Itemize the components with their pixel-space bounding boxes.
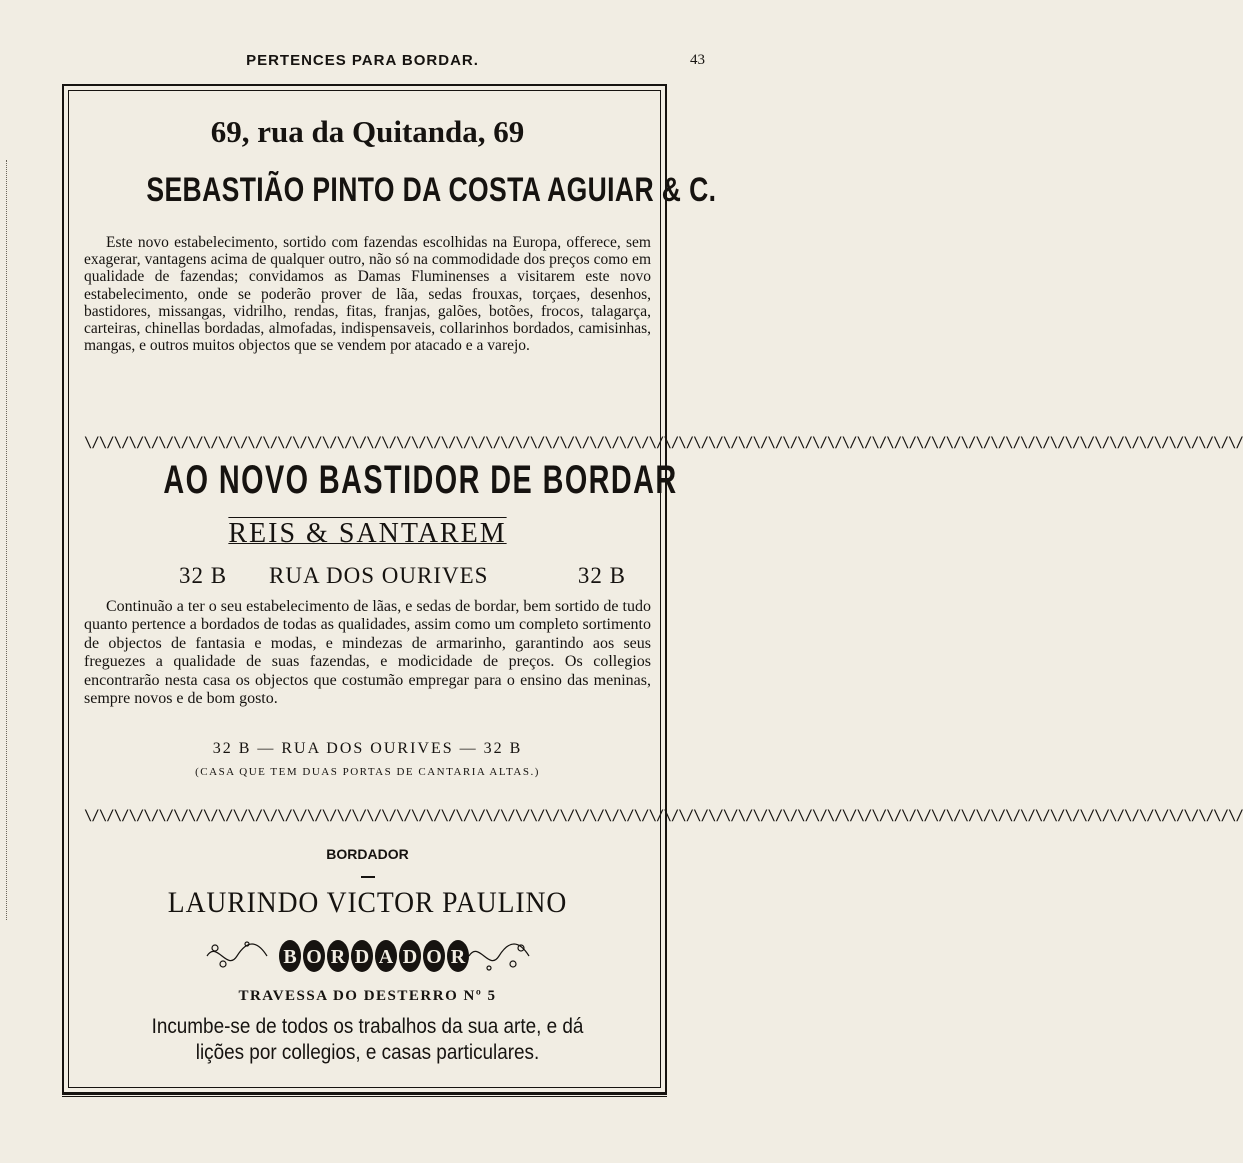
page-number: 43	[690, 52, 705, 68]
ad3-text-line-2: lições por collegios, e casas particulares.	[195, 1041, 540, 1064]
ad3-label: BORDADOR	[326, 846, 409, 862]
banner-letter: O	[425, 946, 442, 968]
running-head	[0, 0, 725, 80]
banner-letter: D	[354, 946, 369, 968]
banner-letter: O	[305, 946, 322, 968]
ad2-body-text: Continuão a ter o seu estabelecimento de lãas, e sedas de bordar, bem sortido de tudo quanto pertence a bordados de todas as qualidades, assim como um completo sortimento de objectos de fantasia e modas, e mindezas de armarinho, garantindo aos seus freguezes a qualidade de suas fazendas, e modicidade de preços. Os collegios encontrarão nesta casa os objectos que costumão empregar para o ensino das meninas, sempre novos e de bom gosto.	[84, 598, 651, 708]
ad3-decorative-banner	[203, 934, 533, 978]
ad2-note: (CASA QUE TEM DUAS PORTAS DE CANTARIA ALTAS.)	[195, 766, 540, 778]
ad3-text-line-1: Incumbe-se de todos os trabalhos da sua arte, e dá	[151, 1015, 584, 1038]
ornamental-divider-2: \/\/\/\/\/\/\/\/\/\/\/\/\/\/\/\/\/\/\/\/\/\/\/\/\/\/\/\/\/\/\/\/\/\/\/\/\/\/\/\/\/\/\/\/\/\/\/\/\/\/\/\/\/\/\/\/\/\/\/\/\/\/\/\/\/\/\/\/\/\/\/\/\/\/\/\/\/\/	[84, 808, 1243, 824]
ad2-title: AO NOVO BASTIDOR DE BORDAR	[163, 458, 678, 502]
banner-letter: D	[402, 946, 417, 968]
ad2-address-street: RUA DOS OURIVES	[269, 563, 489, 588]
banner-letter: A	[378, 946, 393, 968]
ad3-dash	[361, 876, 375, 878]
ad3-name: LAURINDO VICTOR PAULINO	[167, 886, 568, 919]
margin-dotted-rule	[6, 160, 8, 920]
banner-letter: R	[450, 946, 465, 968]
ad1-firm-name: SEBASTIÃO PINTO DA COSTA AGUIAR & C.	[146, 171, 717, 209]
ad1-address: 69, rua da Quitanda, 69	[210, 114, 525, 149]
ad2-owners: REIS & SANTAREM	[228, 518, 507, 549]
advertisement-frame	[62, 84, 1243, 1094]
running-head-title: PERTENCES PARA BORDAR.	[246, 52, 479, 69]
ad2-address-number-left: 32 B	[179, 563, 228, 588]
ad2-address-number-right: 32 B	[577, 563, 626, 588]
ad1-body-text: Este novo estabelecimento, sortido com fazendas escolhidas na Europa, offerece, sem exagerar, vantagens acima de qualquer outro, não só na commodidade dos preços como em qualidade de fazendas; convidamos as Damas Fluminenses a visitarem este novo estabelecimento, onde se poderão prover de lãa, sedas frouxas, torçaes, desenhos, bastidores, missangas, vidrilho, rendas, fitas, franjas, galões, botões, frocos, talagarça, carteiras, chinellas bordadas, almofadas, indispensaveis, collarinhos bordados, camisinhas, mangas, e outros muitos objectos que se vendem por atacado e a varejo.	[84, 234, 651, 355]
banner-letter: R	[330, 946, 345, 968]
bottom-rule	[62, 1094, 667, 1097]
ad3-text	[112, 1014, 622, 1066]
ornamental-divider-1: \/\/\/\/\/\/\/\/\/\/\/\/\/\/\/\/\/\/\/\/\/\/\/\/\/\/\/\/\/\/\/\/\/\/\/\/\/\/\/\/\/\/\/\/\/\/\/\/\/\/\/\/\/\/\/\/\/\/\/\/\/\/\/\/\/\/\/\/\/\/\/\/\/\/\/\/\/\/	[84, 435, 1243, 451]
banner-letter: B	[282, 946, 297, 968]
ad2-address-repeat: 32 B — RUA DOS OURIVES — 32 B	[212, 740, 523, 757]
ad3-street: TRAVESSA DO DESTERRO Nº 5	[238, 988, 497, 1004]
